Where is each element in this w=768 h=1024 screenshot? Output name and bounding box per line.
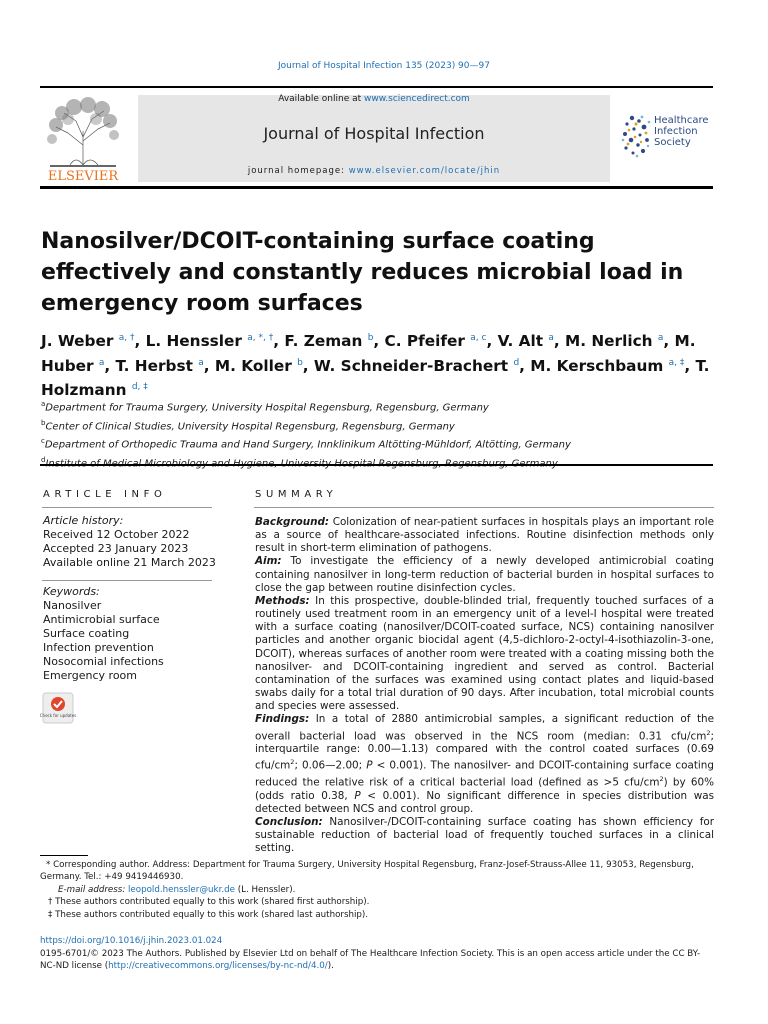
author-affiliation-mark[interactable]: d — [513, 357, 520, 368]
affiliation-mark: d — [41, 455, 46, 464]
keywords-label: Keywords: — [43, 585, 100, 598]
history-online: Available online 21 March 2023 — [43, 556, 216, 569]
history-label: Article history: — [43, 514, 124, 527]
his-word-3: Society — [654, 137, 691, 148]
footnote-corresponding: * Corresponding author. Address: Department for Trauma Surgery, University Hospital Regensburg, Franz-Josef-Strauss-Allee 11, 93053, Regensburg, Germany. Tel.: +49 9419446930. — [40, 860, 694, 883]
affiliation-text: Department of Orthopedic Trauma and Hand Surgery, Innklinikum Altötting-Mühldorf, Altötting, Germany — [44, 439, 571, 451]
author-affiliation-mark[interactable]: a — [98, 357, 105, 368]
copyright-notice — [40, 948, 713, 973]
copyright-text: 0195-6701/© 2023 The Authors. Published by Elsevier Ltd on behalf of The Healthcare Infection Society. This is an open access article under the CC BY-NC-ND license ( — [40, 949, 701, 972]
keyword: Emergency room — [43, 669, 137, 682]
author-affiliation-mark[interactable]: a — [198, 357, 204, 368]
findings-text: ) by 60% (odds ratio 0.38, — [255, 776, 714, 802]
summary-conclusion — [255, 816, 714, 855]
superscript: 2 — [290, 758, 295, 767]
footnote-email — [40, 884, 713, 896]
superscript: 2 — [659, 774, 664, 783]
author-name: J. Weber — [41, 332, 114, 351]
summary-abstract — [255, 516, 714, 855]
email-link[interactable]: leopold.henssler@ukr.de — [128, 884, 235, 895]
article-title: Nanosilver/DCOIT-containing surface coating effectively and constantly reduces microbial load in emergency room surfaces — [41, 229, 684, 316]
aim-label: Aim: — [255, 555, 282, 568]
journal-citation[interactable]: Journal of Hospital Infection 135 (2023) 90—97 — [278, 61, 490, 71]
author-affiliation-mark[interactable]: a — [657, 333, 664, 343]
summary-aim — [255, 555, 714, 594]
sciencedirect-link[interactable]: www.sciencedirect.com — [364, 94, 470, 104]
journal-homepage — [138, 166, 610, 176]
keywords — [43, 585, 218, 683]
conclusion-label: Conclusion: — [255, 815, 323, 828]
p-symbol: P — [354, 789, 361, 802]
author-affiliation-mark[interactable]: a, † — [118, 333, 135, 343]
keyword: Infection prevention — [43, 641, 154, 654]
affiliation — [41, 397, 731, 416]
copyright-text-end: ). — [327, 961, 334, 972]
article-history — [43, 514, 218, 570]
check-for-updates-icon[interactable] — [39, 693, 77, 723]
author-list: J. Weber $^{a, \dagger}$, L. Henssler $^{a, *, \dagger}$, F. Zeman $^b$, C. Pfeifer $^{a, c}$, V. Alt $^a$, M. Nerlich $^a$, M. Huber $^a$, T. Herbst $^a$, M. Koller $^b$, W. Schneider-Brachert $^d$, M. Kerschbaum $^{a, \ddagger}$, T. Holzmann $^{d, \ddagger}$ — [41, 332, 710, 400]
his-word-1: Healthcare — [654, 115, 709, 126]
affiliations — [41, 397, 731, 471]
available-prefix: Available online at — [278, 94, 365, 104]
author-affiliation-mark[interactable]: b — [367, 333, 374, 343]
keywords-rule — [42, 580, 212, 581]
author-name: M. Huber — [41, 332, 696, 375]
keyword: Nanosilver — [43, 599, 102, 612]
author-name: F. Zeman — [284, 332, 363, 351]
author-name: M. Koller — [214, 356, 292, 375]
summary-findings — [255, 713, 714, 816]
background-text: Colonization of near-patient surfaces in hospitals plays an important role as a source of healthcare-associated infections. Routine disinfection methods only result in short-term elimination of pathogens. — [255, 516, 714, 555]
his-wordmark — [654, 115, 709, 148]
methods-text: In this prospective, double-blinded trial, frequently touched surfaces of a routinely used treatment room in an emergency unit of a level-I hospital were treated with a surface coating (nanosilver/DCOIT-coated surface, NCS) containing nanosilver particles and another organic biocidal agent (4,5-dichloro-2-octyl-4-isothiazolin-3-one, DCOIT), whereas surfaces of another room were treated with a coating missing both the nanosilver- and DCOIT-containing ingredient and served as control. Bacterial contamination of the surfaces was examined using contact plates and liquid-based swabs daily for a total trial duration of 90 days. After incubation, total microbial counts and species were assessed. — [255, 594, 715, 713]
summary-methods — [255, 595, 714, 713]
article-info-rule — [42, 507, 212, 508]
affiliation — [41, 416, 731, 435]
findings-text: < 0.001). No significant difference in species distribution was detected between NCS and control group. — [255, 789, 714, 815]
doi-link[interactable]: https://doi.org/10.1016/j.jhin.2023.01.024 — [40, 936, 223, 946]
aim-text: To investigate the efficiency of a newly developed antimicrobial coating containing nanosilver in long-term reduction of bacterial burden in hospital surfaces to close the gap between routine disinfection cycles. — [255, 555, 714, 594]
keyword: Antimicrobial surface — [43, 613, 160, 626]
findings-text: In a total of 2880 antimicrobial samples, a significant reduction of the overall bacterial load was observed in the NCS room (median: 0.31 cfu/cm — [255, 713, 714, 742]
keyword: Surface coating — [43, 627, 130, 640]
findings-text: ; interquartile range: 0.00—1.13) compared with the control coated surfaces (0.69 cfu/cm — [255, 729, 714, 772]
affiliation — [41, 434, 731, 453]
author-name: T. Holzmann — [41, 356, 710, 400]
summary-background — [255, 516, 714, 555]
available-online — [138, 94, 610, 104]
author-affiliation-mark[interactable]: d, ‡ — [131, 382, 148, 393]
affiliation — [41, 453, 731, 472]
homepage-prefix: journal homepage: — [247, 166, 349, 176]
author-name: C. Pfeifer — [384, 332, 465, 351]
license-link[interactable]: http://creativecommons.org/licenses/by-nc-nd/4.0/ — [108, 961, 328, 972]
affiliation-mark: b — [41, 418, 46, 427]
author-name: L. Henssler — [145, 332, 242, 351]
background-label: Background: — [255, 516, 330, 528]
his-dots-icon — [622, 112, 652, 158]
findings-text: < 0.001). The nanosilver- and DCOIT-containing surface coating reduced the relative risk of a critical bacterial load (defined as >5 cfu/cm — [255, 759, 714, 789]
conclusion-text: Nanosilver-/DCOIT-containing surface coating has shown efficiency for sustainable reduction of bacterial load of frequently touched surfaces in a clinical setting. — [255, 815, 714, 855]
homepage-link[interactable]: www.elsevier.com/locate/jhin — [348, 166, 501, 176]
summary-rule — [254, 507, 714, 508]
elsevier-logo — [40, 93, 126, 183]
crossmark-caption: Check for updates — [39, 713, 77, 718]
header-bottom-rule — [40, 186, 713, 189]
elsevier-wordmark: ELSEVIER — [47, 169, 119, 184]
author-name: T. Herbst — [115, 356, 193, 375]
email-label: E-mail address: — [58, 884, 126, 895]
article-info-heading: ARTICLE INFO — [43, 489, 167, 500]
author-affiliation-mark[interactable]: b — [297, 357, 303, 368]
methods-label: Methods: — [255, 594, 310, 607]
header-top-rule — [40, 86, 713, 88]
footnote-first-authorship: † These authors contributed equally to this work (shared first authorship). — [48, 897, 370, 908]
his-word-2: Infection — [654, 126, 698, 137]
journal-name: Journal of Hospital Infection — [263, 124, 485, 143]
affiliation-text: Department for Trauma Surgery, University Hospital Regensburg, Regensburg, Germany — [45, 402, 489, 414]
his-logo — [622, 112, 718, 162]
author-affiliation-mark[interactable]: a, *, † — [247, 333, 274, 343]
findings-text: ; 0.06—2.00; — [294, 759, 367, 772]
history-received: Received 12 October 2022 — [43, 528, 190, 541]
author-affiliation-mark[interactable]: a, ‡ — [668, 357, 685, 368]
superscript: 2 — [706, 728, 711, 737]
affiliation-text: Center of Clinical Studies, University Hospital Regensburg, Regensburg, Germany — [45, 420, 455, 432]
author-name: M. Nerlich — [565, 332, 653, 351]
author-affiliation-mark[interactable]: a — [548, 333, 554, 343]
author-affiliation-mark[interactable]: a, c — [470, 333, 487, 343]
footnotes — [40, 859, 713, 921]
section-rule — [40, 464, 713, 466]
p-symbol: P — [366, 759, 373, 772]
footnote-last-authorship: ‡ These authors contributed equally to this work (shared last authorship). — [48, 909, 369, 920]
findings-label: Findings: — [255, 713, 310, 726]
author-name: V. Alt — [497, 332, 544, 351]
keyword: Nosocomial infections — [43, 655, 164, 668]
footnote-rule — [40, 855, 88, 856]
affiliation-mark: c — [41, 437, 45, 446]
author-name: W. Schneider-Brachert — [313, 356, 509, 375]
summary-heading: SUMMARY — [255, 489, 338, 500]
history-accepted: Accepted 23 January 2023 — [43, 542, 189, 555]
affiliation-mark: a — [41, 400, 46, 408]
author-name: M. Kerschbaum — [530, 356, 664, 375]
email-suffix: (L. Henssler). — [234, 884, 296, 895]
